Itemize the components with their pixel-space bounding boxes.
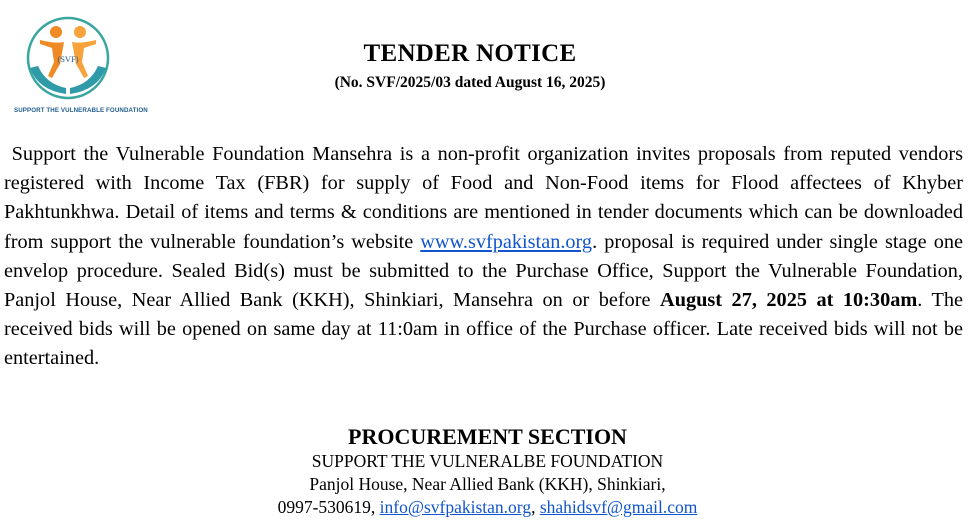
page-title: TENDER NOTICE [363, 40, 577, 67]
footer-separator: , [531, 497, 540, 517]
body-text-part-2: . proposal is required under single stage one envelop procedure. Sealed Bid(s) must be submitted to the Purchase Office, Support the Vulnerable Foundation, Panjol House, Near Allied Bank (KKH), Shinkiari, Mansehra on or before [4, 230, 963, 312]
footer-block [0, 424, 970, 519]
deadline-text: August 27, 2025 at 10:30am [660, 289, 918, 312]
notice-body [4, 140, 963, 374]
procurement-section-heading: PROCUREMENT SECTION [348, 424, 627, 449]
footer-contact [0, 496, 970, 519]
logo-caption: SUPPORT THE VULNERABLE FOUNDATION [14, 107, 148, 114]
footer-phone: 0997-530619, [277, 497, 380, 517]
body-text-part-1: Support the Vulnerable Foundation Mansehra is a non-profit organization invites proposals from reputed vendors registered with Income Tax (FBR) for supply of Food and Non-Food items for Flood affectees of Khyber Pakhtunkhwa. Detail of items and terms & conditions are mentioned in tender documents which can be downloaded from support the vulnerable foundation’s website [4, 143, 963, 253]
footer-org-name: SUPPORT THE VULNERALBE FOUNDATION [311, 451, 664, 471]
website-link[interactable]: www.svfpakistan.org [420, 230, 593, 253]
email-link-info[interactable]: info@svfpakistan.org [379, 497, 532, 517]
logo-monogram: (SVF) [57, 54, 79, 64]
footer-address: Panjol House, Near Allied Bank (KKH), Shinkiari, [309, 474, 666, 494]
notice-reference: (No. SVF/2025/03 dated August 16, 2025) [334, 74, 606, 91]
body-text-part-3: . The received bids will be opened on same day at 11:0am in office of the Purchase officer. Late received bids will not be entertained. [4, 289, 964, 370]
email-link-shahid[interactable]: shahidsvf@gmail.com [539, 497, 698, 517]
